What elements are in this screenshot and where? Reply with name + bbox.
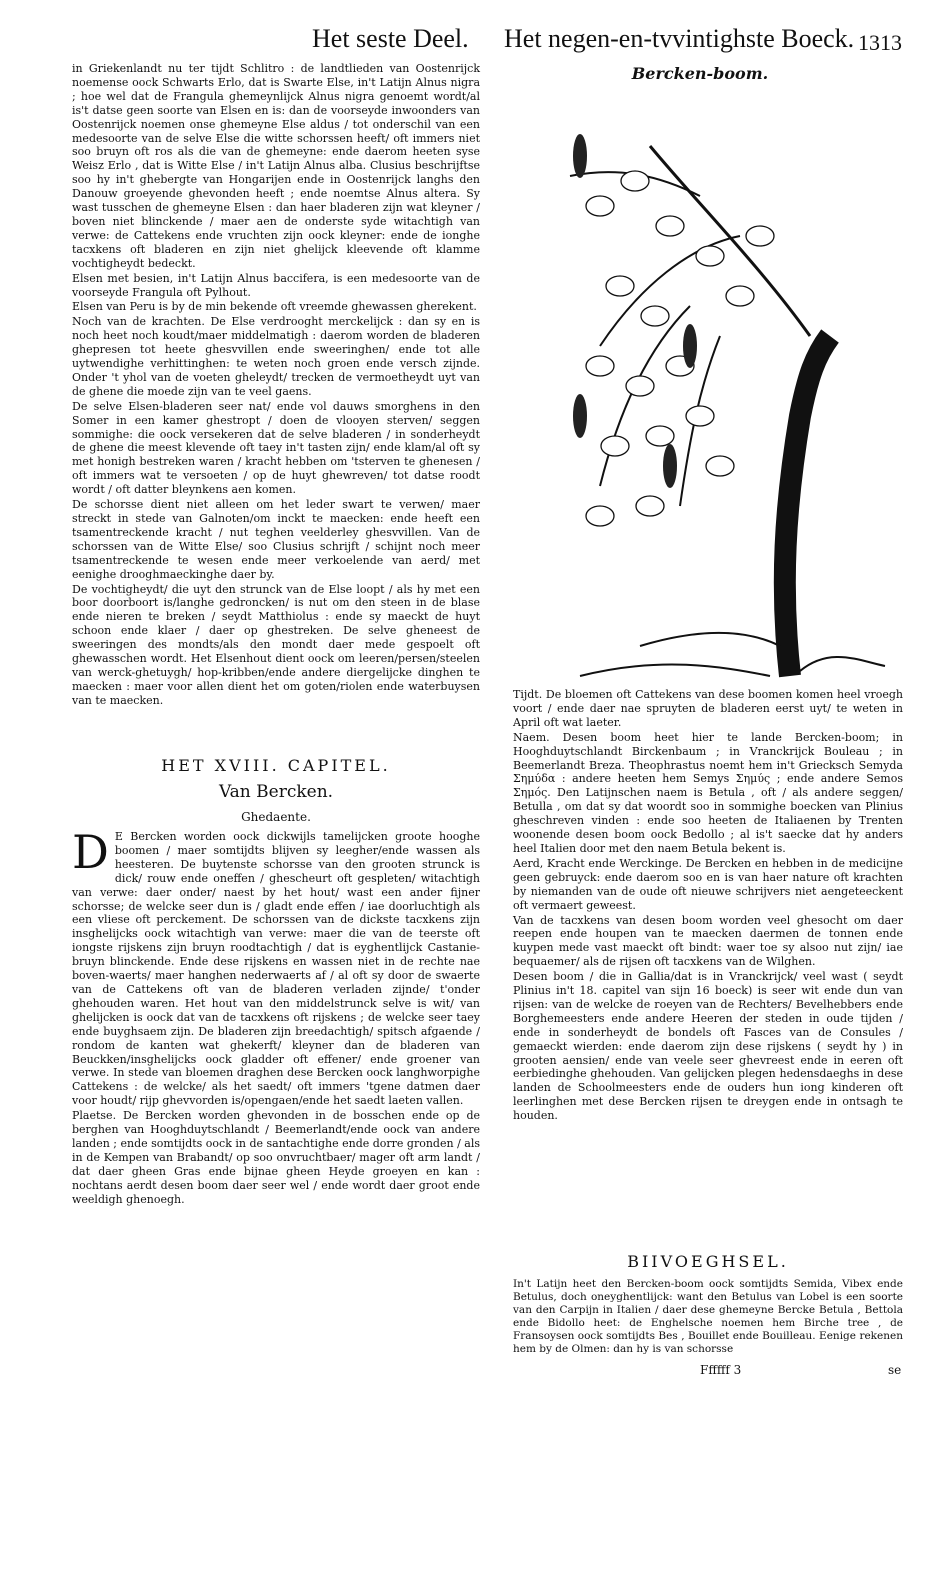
left-column-text bbox=[72, 62, 480, 709]
paragraph: Aerd, Kracht ende Werckinge. De Bercken en hebben in de medicijne geen gebruyck: ende daerom soo en is van haer nature oft krachten by niemanden van de oude oft nieuwe schrijvers niet aengeteeckent oft vermaert geweest. bbox=[513, 856, 903, 912]
paragraph: De schorsse dient niet alleen om het leder swart te verwen/ maer streckt in stede van Galnoten/om inckt te maecken: ende heeft een tsamentreckende kracht / nut teghen veelderley ghesvvillen. Van de schorssen van de Witte Else/ soo Clusius schrijft / schijnt noch meer tsamentreckende te wesen ende meer verkoelende van aerd/ met eenighe drooghmaeckinghe daer by. bbox=[72, 498, 480, 581]
paragraph: In't Latijn heet den Bercken-boom oock somtijdts Semida, Vibex ende Betulus, doch oneyghentlijck: want den Betulus van Lobel is een soorte van den Carpijn in Italien / daer dese ghemeyne Bercke Betula , Bettola ende Bidollo heet: de Enghelsche noemen hem Birche tree , de Fransoysen oock somtijdts Bes , Bouillet ende Bouilleau. Eenige rekenen hem by de Olmen: dan hy is van schorsse bbox=[513, 1278, 903, 1355]
paragraph: Tijdt. De bloemen oft Cattekens van dese boomen komen heel vroegh voort / ende daer nae spruyten de bladeren eerst uyt/ te weten in April oft wat laeter. bbox=[513, 688, 903, 729]
paragraph: Van de tacxkens van desen boom worden veel ghesocht om daer reepen ende houpen van te maecken daermen de tonnen ende kuypen mede vast maeckt oft bindt: waer toe sy alsoo nut zijn/ iae bequaemer/ als de rijsen oft tacxkens van de Wilghen. bbox=[513, 913, 903, 969]
paragraph-text: E Bercken worden oock dickwijls tamelijcken groote hooghe boomen / maer somtijdts blijven sy leegher/ende wassen als heesteren. De buytenste schorsse van den grooten strunck is dick/ rouw ende oneffen / ghescheurt oft gespleten/ witachtigh van verwe: daer onder/ naest by het hout/ wast een ander fijner schorsse; de welcke seer dun is / gladt ende effen / iae doorluchtigh als een vliese oft perckement. De schorssen van de dickste tacxkens zijn insghelijcks oock witachtigh van verwe: maer die van de teerste oft iongste rijskens zijn bruyn roodtachtigh / dat is eyghentlijck Castanie-bruyn blinckende. Ende dese rijskens en wassen niet in de rechte nae boven-waerts/ maer hanghen nederwaerts af / al oft sy door de swaerte van de Cattekens oft van de bladeren verladen zijnde/ t'onder ghehouden waren. Het hout van den middelstrunck selve is wit/ van ghelijcken is oock dat van de tacxkens oft rijskens ; de welcke seer taey ende buyghsaem zijn. De bladeren zijn breedachtigh/ spitsch afgaende / rondom de kanten wat ghekerft/ kleyner dan de bladeren van Beuckken/insghelijcks oock gladder oft effener/ ende groener van verwe. In stede van bloemen draghen dese Bercken oock langhworpighe Cattekens : de welcke/ als het saedt/ oft immers 'tgene datmen daer voor houdt/ rijp ghevvorden is/opengaen/ende het saedt laeten vallen. bbox=[72, 830, 480, 1108]
catchword: se bbox=[888, 1363, 902, 1377]
paragraph: in Griekenlandt nu ter tijdt Schlitro : de landtlieden van Oostenrijck noemense oock Schwarts Erlo, dat is Swarte Else, in't Latijn Alnus nigra ; hoe wel dat de Frangula ghemeynlijck Alnus nigra genoemt wordt/al is't datse geen soorte van Elsen en is: dan de voorseyde inwoonders van Oostenrijck noemen onse ghemeyne Else aldus / tot onderschil van een medesoorte van de selve Else die witte schorssen heeft/ oft immers niet soo bruyn oft ros als die van de ghemeyne: ende daerom heeten syse Weisz Erlo , dat is Witte Else / in't Latijn Alnus alba. Clusius beschrijftse soo hy in't ghebergte van Hongarijen ende in Oostenrijck langhs den Danouw groeyende ghevonden heeft ; ende noemtse Alnus altera. Sy wast tusschen de ghemeyne Elsen : dan haer bladeren zijn wat kleyner / boven niet blinckende / maer aen de onderste syde witachtigh van verwe: de Cattekens ende vruchten zijn oock kleyner: ende de ionghe tacxkens oft bladeren en zijn niet ghelijck kleevende oft klamme vochtigheydt bedeckt. bbox=[72, 62, 480, 270]
signature-mark: Ffffff 3 bbox=[700, 1363, 742, 1377]
paragraph: De selve Elsen-bladeren seer nat/ ende vol dauws smorghens in den Somer in een kamer ghestropt / doen de vlooyen sterven/ seggen sommighe: die oock versekeren dat de selve bladeren / in sonderheydt de ghene die meest klevende oft taey in't tasten zijn/ ende klam/al oft sy met honigh bestreken waren / kracht hebben om 'tsterven te ghenesen / oft immers wat te versoeten / op de huyt ghewreven/ tot datse roodt wordt / oft datter bleynkens aen komen. bbox=[72, 399, 480, 497]
running-head-left: Het seste Deel. bbox=[312, 24, 469, 53]
figure-title: Bercken-boom. bbox=[631, 64, 769, 83]
supplement-title: BIIVOEGHSEL. bbox=[627, 1252, 789, 1271]
paragraph: Naem. Desen boom heet hier te lande Bercken-boom; in Hooghduytschlandt Birckenbaum ; in Vranckrijck Bouleau ; in Beemerlandt Breza. Theophrastus noemt hem in't Griecksch Semyda Σημύδα : andere heeten hem Semys Σημύς ; ende andere Semos Σημός. Den Latijnschen naem is Betula , oft / als andere seggen/ Betulla , om dat sy dat woordt soo in sommighe boecken van Plinius gheschreven vinden : ende soo heeten de Italiaenen by Trenten woonende desen boom oock Bedollo ; al is't saecke dat hy anders heel Italien door met den naem Betula bekent is. bbox=[513, 730, 903, 855]
paragraph bbox=[72, 825, 480, 1108]
paragraph: De vochtigheydt/ die uyt den strunck van de Else loopt / als hy met een boor doorboort is/langhe gedroncken/ is nut om den steen in de blase ende nieren te breken / seydt Matthiolus : ende sy maeckt de huyt schoon ende klaer / daer op ghestreken. De selve gheneest de sweeringen des mondts/als den mondt daer mede gespoelt oft ghewasschen wordt. Het Elsenhout dient oock om leeren/persen/steelen van werck-ghetuygh/ hop-kribben/ende andere diergelijcke dinghen te maecken : maer voor allen dient het om goten/riolen ende waterbuysen van te maecken. bbox=[72, 582, 480, 707]
running-head-right: Het negen-en-tvvintighste Boeck. bbox=[504, 24, 855, 53]
paragraph: Desen boom / die in Gallia/dat is in Vranckrijck/ veel wast ( seydt Plinius in't 18. capitel van sijn 16 boeck) is seer wit ende dun van rijsen: van de welcke de roeyen van de Rechters/ Bevelhebbers ende Borghemeesters ende andere Heeren der steden in oude tijden / ende in sonderheydt de bondels oft Fasces van de Consules / gemaeckt wierden: ende daerom zijn dese rijskens ( seydt hy ) in grooten aensien/ ende van veele seer ghevreest ende in eeren oft eerbiedinghe ghehouden. Van gelijcken plegen hedensdaeghs in dese landen de Schoolmeesters ende de ouders hun iong kinderen oft leerlinghen met dese Bercken rijsen te dreygen ende in ontsagh te houden. bbox=[513, 970, 903, 1123]
paragraph: Elsen van Peru is by de min bekende oft vreemde ghewassen gherekent. bbox=[72, 300, 477, 314]
supplement-text bbox=[513, 1278, 903, 1357]
drop-cap: D bbox=[72, 825, 109, 879]
paragraph: Plaetse. De Bercken worden ghevonden in de bosschen ende op de berghen van Hooghduytschlandt / Beemerlandt/ende oock van andere landen ; ende somtijdts oock in de santachtighe ende dorre gronden / als in de Kempen van Brabandt/ op soo onvruchtbaer/ mager oft arm landt / dat daer gheen Gras ende bijnae gheen Heyde groeyen en kan : nochtans aerdt desen boom daer seer wel / ende wordt daer groot ende weeldigh ghenoegh. bbox=[72, 1109, 480, 1206]
page-number: 1313 bbox=[858, 30, 902, 55]
paragraph: Elsen met besien, in't Latijn Alnus baccifera, is een medesoorte van de voorseyde Frangula oft Pylhout. bbox=[72, 271, 480, 299]
chapter-text bbox=[72, 825, 480, 1207]
chapter-title: HET XVIII. CAPITEL. bbox=[161, 756, 391, 775]
birch-tree-illustration bbox=[540, 86, 890, 686]
paragraph: Noch van de krachten. De Else verdrooght merckelijck : dan sy en is noch heet noch koudt/maer middelmatigh : daerom worden de bladeren ghepresen tot heete ghesvvillen ende sweeringhen/ ende tot alle uytwendighe verhittinghen: te weten noch groen ende versch zijnde. Onder 't yhol van de voeten gheleydt/ trecken de vermoetheydt uyt van de ghene die moede zijn van te veel gaens. bbox=[72, 315, 480, 398]
right-column-text bbox=[513, 688, 903, 1124]
section-heading: Ghedaente. bbox=[241, 810, 311, 824]
chapter-subtitle: Van Bercken. bbox=[218, 782, 334, 802]
